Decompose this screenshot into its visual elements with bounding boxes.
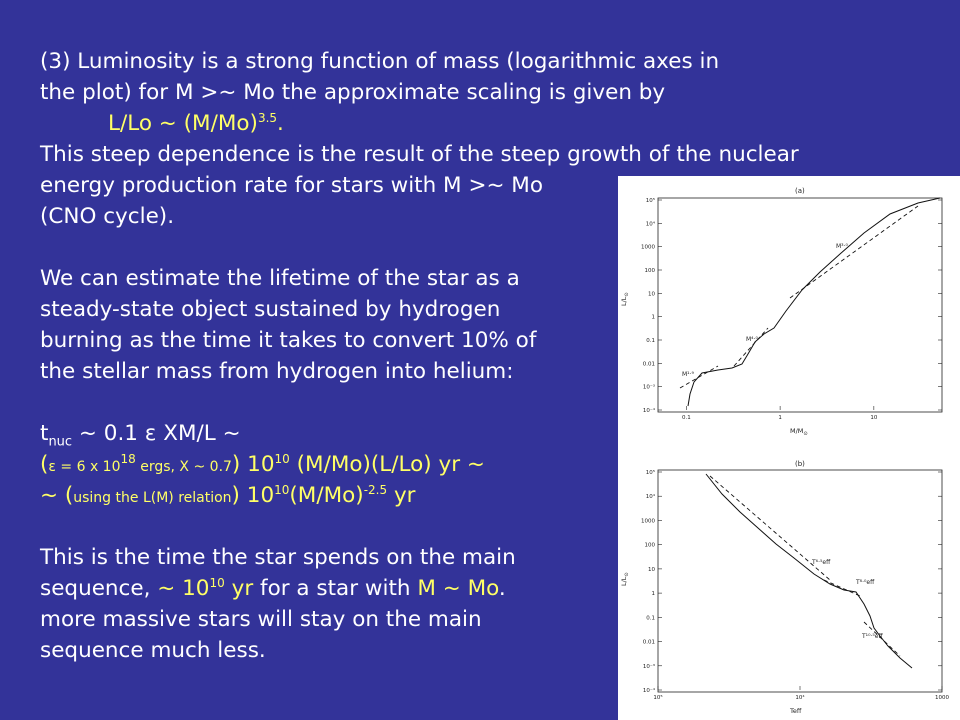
panel-a-annotation-m19: M¹·⁹ xyxy=(682,371,694,378)
para1-line2: the plot) for M >~ Mo the approximate scaling is given by xyxy=(40,80,666,105)
y-tick-label: 0.1 xyxy=(646,615,655,622)
lifetime-unit: yr xyxy=(224,576,254,601)
panel-a-xlabel-sub: ⊙ xyxy=(803,431,808,437)
y-tick-label: 10 xyxy=(648,291,655,298)
x-tick-label: 1 xyxy=(778,415,782,421)
y-tick-label: 0.01 xyxy=(642,361,655,368)
eq3-open: ~ ( xyxy=(40,483,74,508)
para3-line1: This is the time the star spends on the main xyxy=(40,545,516,570)
x-tick-label: 10 xyxy=(870,415,878,421)
lifetime-value xyxy=(157,576,253,601)
para3-line2-a: sequence, xyxy=(40,576,158,601)
eq2-main-exp: 10 xyxy=(274,451,290,466)
para1-line4: This steep dependence is the result of the steep growth of the nuclear xyxy=(40,142,799,167)
y-tick-label: 10⁻⁴ xyxy=(642,688,655,694)
panel-a-model-curve xyxy=(688,198,940,406)
panel-a-ylabel-sub: ⊙ xyxy=(624,292,630,297)
y-tick-label: 10⁴ xyxy=(645,221,655,228)
x-tick-label: 10⁵ xyxy=(653,695,663,701)
panel-b-ylabel xyxy=(620,572,630,586)
panel-b-label: (b) xyxy=(795,460,805,468)
panel-b-xlabel: Teff xyxy=(790,707,802,715)
eq2-main: 10 xyxy=(240,452,275,477)
panel-a-label: (a) xyxy=(795,187,805,195)
x-tick-label: 0.1 xyxy=(682,415,691,421)
formula-exponent: 3.5 xyxy=(257,110,278,125)
eq1-sub: nuc xyxy=(48,434,73,450)
panel-a-annotation-m4: M⁴·⁰ xyxy=(746,336,758,343)
eq3-main: 10 xyxy=(239,483,275,508)
panel-b-x-ticks xyxy=(653,686,949,701)
panel-a-ylabel-text: L/L xyxy=(620,296,628,306)
eq3-main-end: yr xyxy=(387,483,416,508)
panel-a-y-ticks xyxy=(641,197,942,414)
eq3-note: using the L(M) relation xyxy=(73,490,232,506)
y-tick-label: 10⁻³ xyxy=(642,663,655,670)
panel-b-annotation-t65: T⁶·⁵eff xyxy=(812,559,831,566)
eq3-close: ) xyxy=(231,483,240,508)
eq1-t: t xyxy=(40,421,49,446)
y-tick-label: 10⁵ xyxy=(645,198,655,204)
formula-text: L/Lo ~ (M/Mo) xyxy=(108,111,258,136)
panel-b xyxy=(620,460,949,715)
y-tick-label: 10 xyxy=(648,566,655,573)
eq3-main-mid: (M/Mo) xyxy=(289,483,364,508)
eq2-params-rest: ergs, X ~ 0.7 xyxy=(135,459,232,475)
panel-b-annotation-t105: T¹⁰·⁵eff xyxy=(862,633,883,640)
panel-a-fit-m4-0 xyxy=(734,328,768,366)
panel-b-annotation-t80: T⁸·⁰eff xyxy=(856,579,875,586)
para1-line6: (CNO cycle). xyxy=(40,204,175,229)
panel-a-xlabel xyxy=(790,427,808,437)
y-tick-label: 100 xyxy=(644,542,655,549)
x-tick-label: 1000 xyxy=(935,695,949,701)
y-tick-label: 100 xyxy=(644,268,655,274)
eq1-rest: ~ 0.1 ε XM/L ~ xyxy=(72,421,241,446)
y-tick-label: 10⁻³ xyxy=(642,384,655,391)
para2-line2: steady-state object sustained by hydrogen xyxy=(40,297,501,322)
y-tick-label: 10⁻⁴ xyxy=(642,408,655,414)
lifetime-exp: 10 xyxy=(209,575,225,590)
para1-line5: energy production rate for stars with M >~ Mo xyxy=(40,173,544,198)
eq3-main-exp2: -2.5 xyxy=(363,482,388,497)
y-tick-label: 1 xyxy=(651,314,655,321)
y-tick-label: 1 xyxy=(651,591,655,598)
panel-b-y-ticks xyxy=(641,469,942,694)
eq2-main-rest: (M/Mo)(L/Lo) yr ~ xyxy=(289,452,485,477)
y-tick-label: 0.01 xyxy=(642,639,655,646)
para1-line1: (3) Luminosity is a strong function of mass (logarithmic axes in xyxy=(40,49,720,74)
panel-a xyxy=(620,187,942,437)
para2-line4: the stellar mass from hydrogen into helium: xyxy=(40,359,514,384)
eq2-close: ) xyxy=(231,452,241,477)
panel-a-ylabel xyxy=(620,292,630,306)
panel-a-fit-m3-0 xyxy=(790,206,918,298)
y-tick-label: 10⁵ xyxy=(645,470,655,476)
y-tick-label: 1000 xyxy=(641,518,655,525)
panel-a-x-ticks xyxy=(682,406,878,421)
x-tick-label: 10⁴ xyxy=(795,695,805,701)
para3-line4: sequence much less. xyxy=(40,638,266,663)
panel-b-fit-t8-0 xyxy=(824,580,860,596)
para2-line3: burning as the time it takes to convert 10% of xyxy=(40,328,537,353)
para3-line2-f: . xyxy=(498,576,506,601)
panel-a-annotation-m3: M³·⁰ xyxy=(836,243,848,250)
y-tick-label: 10⁴ xyxy=(645,494,655,501)
para2-line1: We can estimate the lifetime of the star as a xyxy=(40,266,520,291)
lifetime-base: ~ 10 xyxy=(157,576,210,601)
eq2-params: ε = 6 x 10 xyxy=(48,459,121,475)
panel-b-ylabel-sub: ⊙ xyxy=(624,572,630,577)
panel-a-xlabel-text: M/M xyxy=(790,427,804,435)
panel-a-frame xyxy=(658,198,942,412)
para3-line2-d: for a star with xyxy=(253,576,418,601)
para3-line3: more massive stars will stay on the main xyxy=(40,607,482,632)
panel-b-ylabel-text: L/L xyxy=(620,576,628,586)
y-tick-label: 1000 xyxy=(641,244,655,251)
eq2-open: ( xyxy=(40,452,49,477)
eq3-main-exp: 10 xyxy=(274,482,290,497)
mass-luminosity-figure xyxy=(618,176,960,720)
formula-end: . xyxy=(277,111,284,136)
figure-svg xyxy=(618,176,960,720)
panel-b-frame xyxy=(658,470,942,692)
y-tick-label: 0.1 xyxy=(646,338,655,344)
eq2-params-exp: 18 xyxy=(120,451,136,466)
solar-mass-condition: M ~ Mo xyxy=(417,576,499,601)
luminosity-scaling-formula xyxy=(40,108,900,139)
